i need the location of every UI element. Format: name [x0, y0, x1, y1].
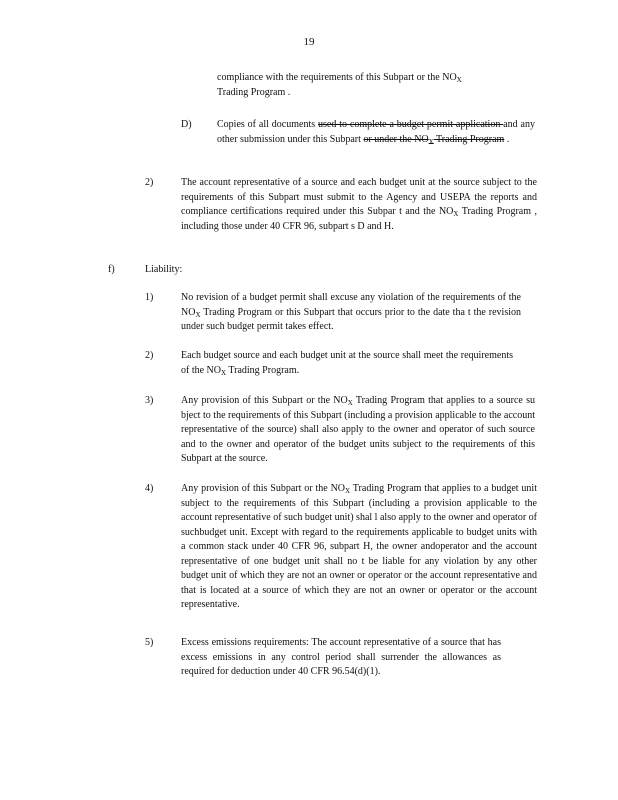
liability-1-label: 1) — [145, 292, 154, 303]
item-d-text: Copies of all documents used to complete a budget permit application and any other submission under this Subpart or under the $NO_X$ Trading Program . — [217, 119, 535, 146]
item-2-text: The account representative of a source and each budget unit at the source subject to the requirements of this Subpart must submit to the Agency and USEPA the reports and compliance certifications required under this Subpar t and the $NO_X$ Trading Program , including those under 40 CFR 96, subpart s D and H. — [181, 177, 538, 232]
continuation-line-2: Trading Program . — [217, 86, 291, 98]
item-2-label: 2) — [145, 177, 154, 188]
liability-3-text: Any provision of this Subpart or the $NO_X$ Trading Program that applies to a source su bject to the requirements of this Subpart (including a provision applicable to the account representative of the source) shall also apply to the owner and operator of such source and to the owner and operator of the budget units subject to the requirements of this Subpart at the source. — [181, 395, 535, 464]
continuation-line-1: compliance with the requirements of this Subpart or the $NO_X$ — [217, 72, 462, 84]
page-number: 19 — [303, 36, 315, 48]
liability-3-label: 3) — [145, 395, 154, 406]
liability-1-text: No revision of a budget permit shall excuse any violation of the requirements of the $NO_X$ Trading Program or this Subpart that occurs prior to the date tha t the revision under such budget permit takes effect. — [181, 292, 521, 332]
struck-text: or under the $NO_X$ Trading Program — [363, 133, 505, 146]
continuation-text — [217, 71, 517, 100]
item-d-label: D) — [181, 119, 192, 130]
struck-text: used to complete a budget permit application — [318, 119, 504, 130]
liability-2-text: Each budget source and each budget unit at the source shall meet the requirements of the $NO_X$ Trading Program. — [181, 350, 513, 377]
section-f-label: f) — [108, 264, 115, 275]
liability-4-text: Any provision of this Subpart or the $NO_X$ Trading Program that applies to a budget unit subject to the requirements of this Subpart (including a provision applicable to the account representative of such budget unit) shal l also apply to the owner and operator of suchbudget unit. Except with regard to the requirements applicable to budget units with a common stack under 40 CFR 96, subpart H, the owner andoperator and the account representative of one budget unit shall no t be liable for any violation by any other budget unit of which they are not an owner or operator or the account representative and that is located at a source of which they are not an owner or operator or the account representative. — [181, 483, 537, 610]
liability-5-label: 5) — [145, 637, 154, 648]
liability-2-label: 2) — [145, 350, 154, 361]
liability-4-label: 4) — [145, 483, 154, 494]
liability-5-text: Excess emissions requirements: The account representative of a source that has excess emissions in any control period shall surrender the allowances as required for deduction under 40 CFR 96.54(d)(1). — [181, 637, 501, 677]
section-f-heading: Liability: — [145, 264, 183, 275]
